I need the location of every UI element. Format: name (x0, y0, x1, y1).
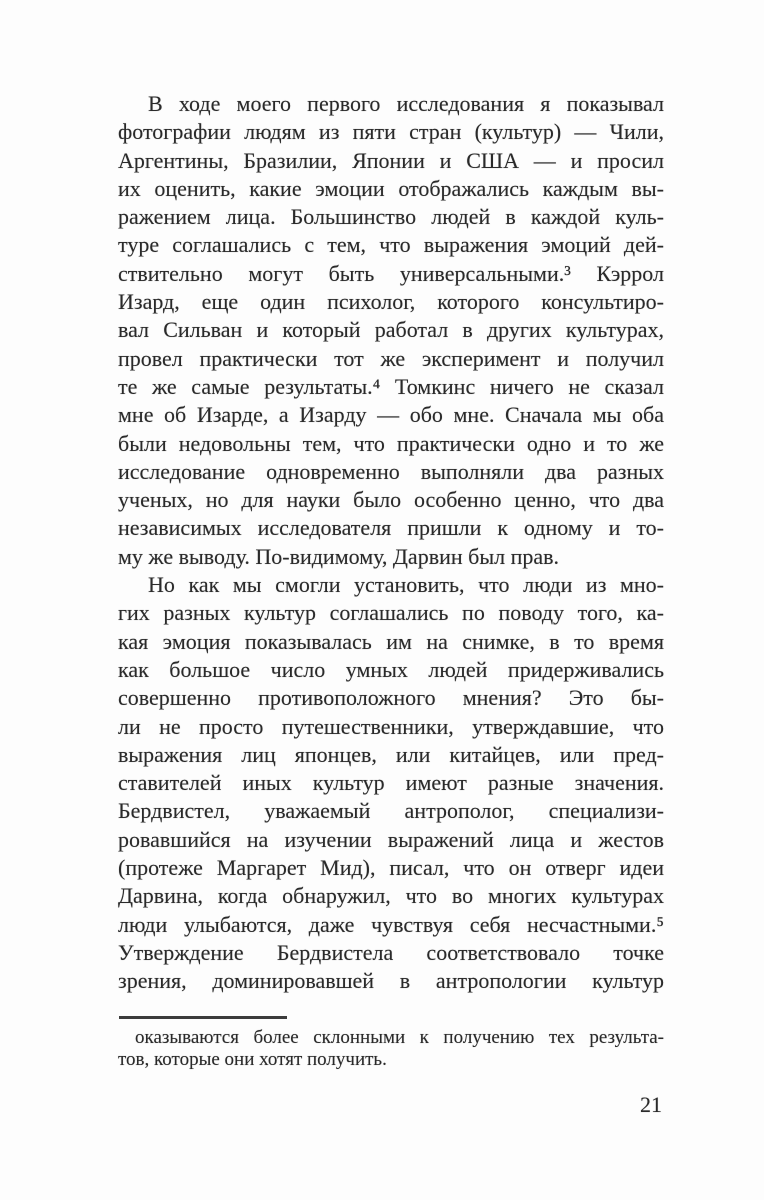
text-line: ражением лица. Большинство людей в каждой куль- (118, 204, 664, 230)
text-line: те же самые результаты.⁴ Томкинс ничего не сказал (118, 373, 664, 399)
text-line: кая эмоция показывалась им на снимке, в то время (118, 628, 664, 654)
text-line: тов, которые они хотят получить. (118, 1049, 387, 1070)
text-line: Дарвина, когда обнаружил, что во многих культурах (118, 883, 664, 909)
text-line: провел практически тот же эксперимент и получил (118, 345, 664, 371)
text-line: Утверждение Бердвистела соответствовало точке (118, 939, 664, 965)
text-line: ставителей иных культур имеют разные значения. (118, 770, 664, 796)
text-line: исследование одновременно выполняли два разных (118, 458, 664, 484)
text-line: гих разных культур соглашались по поводу того, ка- (118, 600, 664, 626)
text-line: му же выводу. По-видимому, Дарвин был прав. (118, 543, 560, 569)
text-line: Аргентины, Бразилии, Японии и США — и просил (118, 147, 664, 173)
text-line: выражения лиц японцев, или китайцев, или пред- (118, 741, 664, 767)
text-line: ровавшийся на изучении выражений лица и жестов (118, 826, 664, 852)
text-line: (протеже Маргарет Мид), писал, что он отверг идеи (118, 855, 664, 881)
footnote-separator-rule (119, 1016, 287, 1019)
text-line: Бердвистел, уважаемый антрополог, специализи- (118, 798, 664, 824)
text-line: как большое число умных людей придерживались (118, 656, 664, 682)
text-line: независимых исследователя пришли к одному и то- (118, 515, 664, 541)
text-line: ли не просто путешественники, утверждавшие, что (118, 713, 664, 739)
text-line: их оценить, какие эмоции отображались каждым вы- (118, 175, 664, 201)
text-line: В ходе моего первого исследования я показывал (148, 91, 664, 116)
text-line: мне об Изарде, а Изарду — обо мне. Сначала мы оба (118, 402, 664, 428)
text-line: зрения, доминировавшей в антропологии культур (118, 968, 664, 994)
text-line: люди улыбаются, даже чувствуя себя несчастными.⁵ (118, 911, 664, 937)
text-line: были недовольны тем, что практически одно и то же (118, 430, 664, 456)
text-line: фотографии людям из пяти стран (культур) — Чили, (118, 119, 664, 145)
text-line: Изард, еще один психолог, которого консультиро- (118, 289, 664, 315)
page-number: 21 (640, 1092, 662, 1117)
text-line: Но как мы смогли установить, что люди из мно- (148, 572, 664, 598)
text-line: ствительно могут быть универсальными.³ Кэррол (118, 260, 664, 286)
footnote (118, 1027, 664, 1071)
text-line: оказываются более склонными к получению тех результа- (135, 1027, 664, 1048)
text-line: ученых, но для науки было особенно ценно, что два (118, 487, 664, 513)
body-text (118, 90, 664, 996)
text-line: совершенно противоположного мнения? Это бы- (118, 685, 664, 711)
text-line: туре соглашались с тем, что выражения эмоций дей- (118, 232, 664, 258)
text-line: вал Сильван и который работал в других культурах, (118, 317, 664, 343)
